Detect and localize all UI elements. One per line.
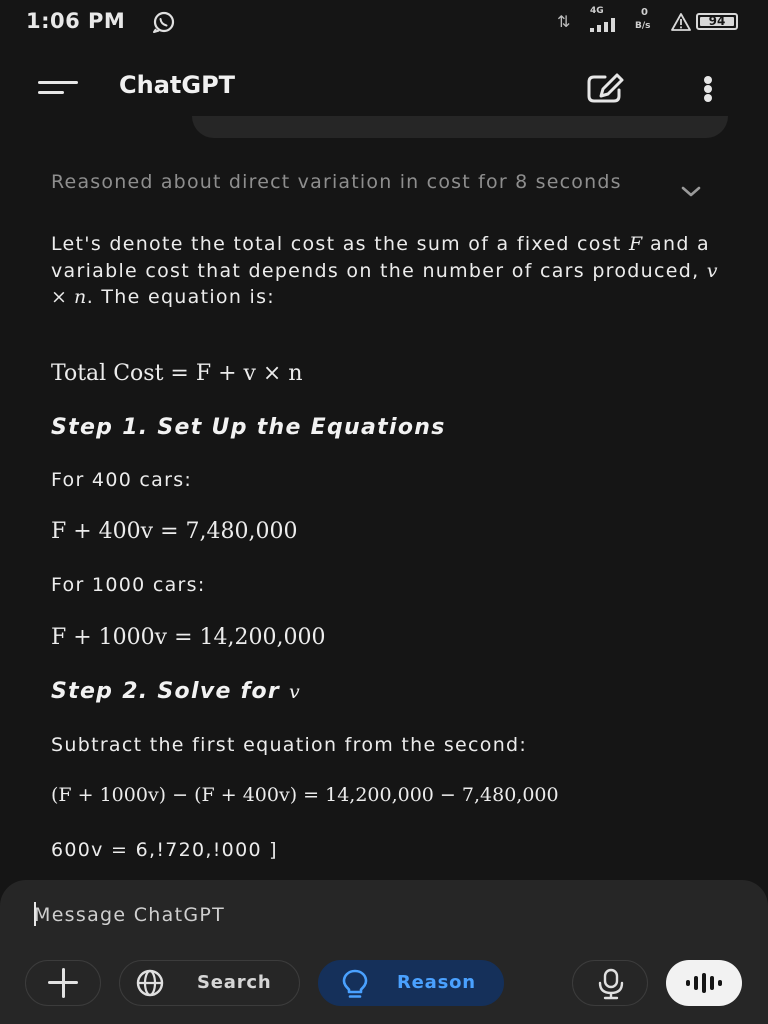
voice-mode-button[interactable]	[666, 960, 742, 1006]
more-icon[interactable]	[696, 71, 720, 105]
dictate-button[interactable]	[572, 960, 648, 1006]
case2-label: For 1000 cars:	[51, 574, 206, 596]
message-input[interactable]	[34, 900, 714, 930]
attach-button[interactable]	[25, 960, 101, 1006]
data-speed-unit: B/s	[635, 21, 651, 31]
menu-icon[interactable]	[38, 77, 80, 99]
network-type: 4G	[590, 6, 604, 16]
step2-heading-text: Step 2. Solve for	[51, 679, 290, 704]
battery-level: 94	[708, 14, 726, 28]
globe-icon	[136, 969, 164, 997]
equation-2: F + 1000v = 14,200,000	[51, 625, 326, 650]
search-label: Search	[197, 972, 272, 993]
search-button[interactable]	[119, 960, 300, 1006]
mic-icon	[597, 968, 625, 1000]
subtract-instruction: Subtract the first equation from the second:	[51, 734, 528, 756]
intro-text-3: . The equation is:	[86, 286, 276, 308]
step2-heading-var: v	[289, 681, 301, 703]
reasoned-label: Reasoned about direct variation in cost for 8 seconds	[51, 171, 622, 193]
intro-text-1: Let's denote the total cost as the sum of a fixed cost	[51, 233, 630, 255]
step1-heading: Step 1. Set Up the Equations	[51, 415, 446, 440]
battery-icon	[696, 13, 738, 30]
reasoning-toggle[interactable]	[51, 169, 711, 195]
reason-button[interactable]	[318, 960, 504, 1006]
equation-main: Total Cost = F + v × n	[51, 361, 303, 386]
voice-icon	[683, 972, 725, 994]
app-header	[0, 55, 768, 119]
variable-cost-expression: v × n	[51, 259, 719, 308]
bulb-icon	[340, 968, 370, 1000]
warning-icon	[671, 13, 691, 31]
partial-equation: 600v = 6,!720,!000 ]	[51, 839, 278, 861]
message-composer	[0, 880, 768, 1024]
equation-difference: (F + 1000v) − (F + 400v) = 14,200,000 − 7,480,000	[51, 784, 559, 806]
case1-label: For 400 cars:	[51, 469, 193, 491]
signal-icon	[590, 18, 622, 32]
compose-icon[interactable]	[584, 71, 628, 105]
equation-1: F + 400v = 7,480,000	[51, 519, 298, 544]
fixed-cost-symbol: F	[629, 233, 643, 255]
data-arrows-icon: ⇅	[557, 12, 571, 31]
reason-label: Reason	[397, 972, 476, 993]
chevron-down-icon	[679, 185, 703, 199]
whatsapp-icon	[150, 11, 176, 33]
step2-heading	[51, 679, 300, 704]
data-speed-value: 0	[641, 7, 648, 18]
status-bar	[0, 0, 768, 46]
status-time: 1:06 PM	[26, 9, 126, 33]
text-caret	[34, 902, 36, 926]
intro-paragraph	[51, 231, 721, 311]
app-title: ChatGPT	[119, 71, 236, 99]
previous-message-bubble	[192, 116, 728, 138]
intro-text-2: and a variable cost that depends on the number of cars produced,	[51, 233, 710, 282]
